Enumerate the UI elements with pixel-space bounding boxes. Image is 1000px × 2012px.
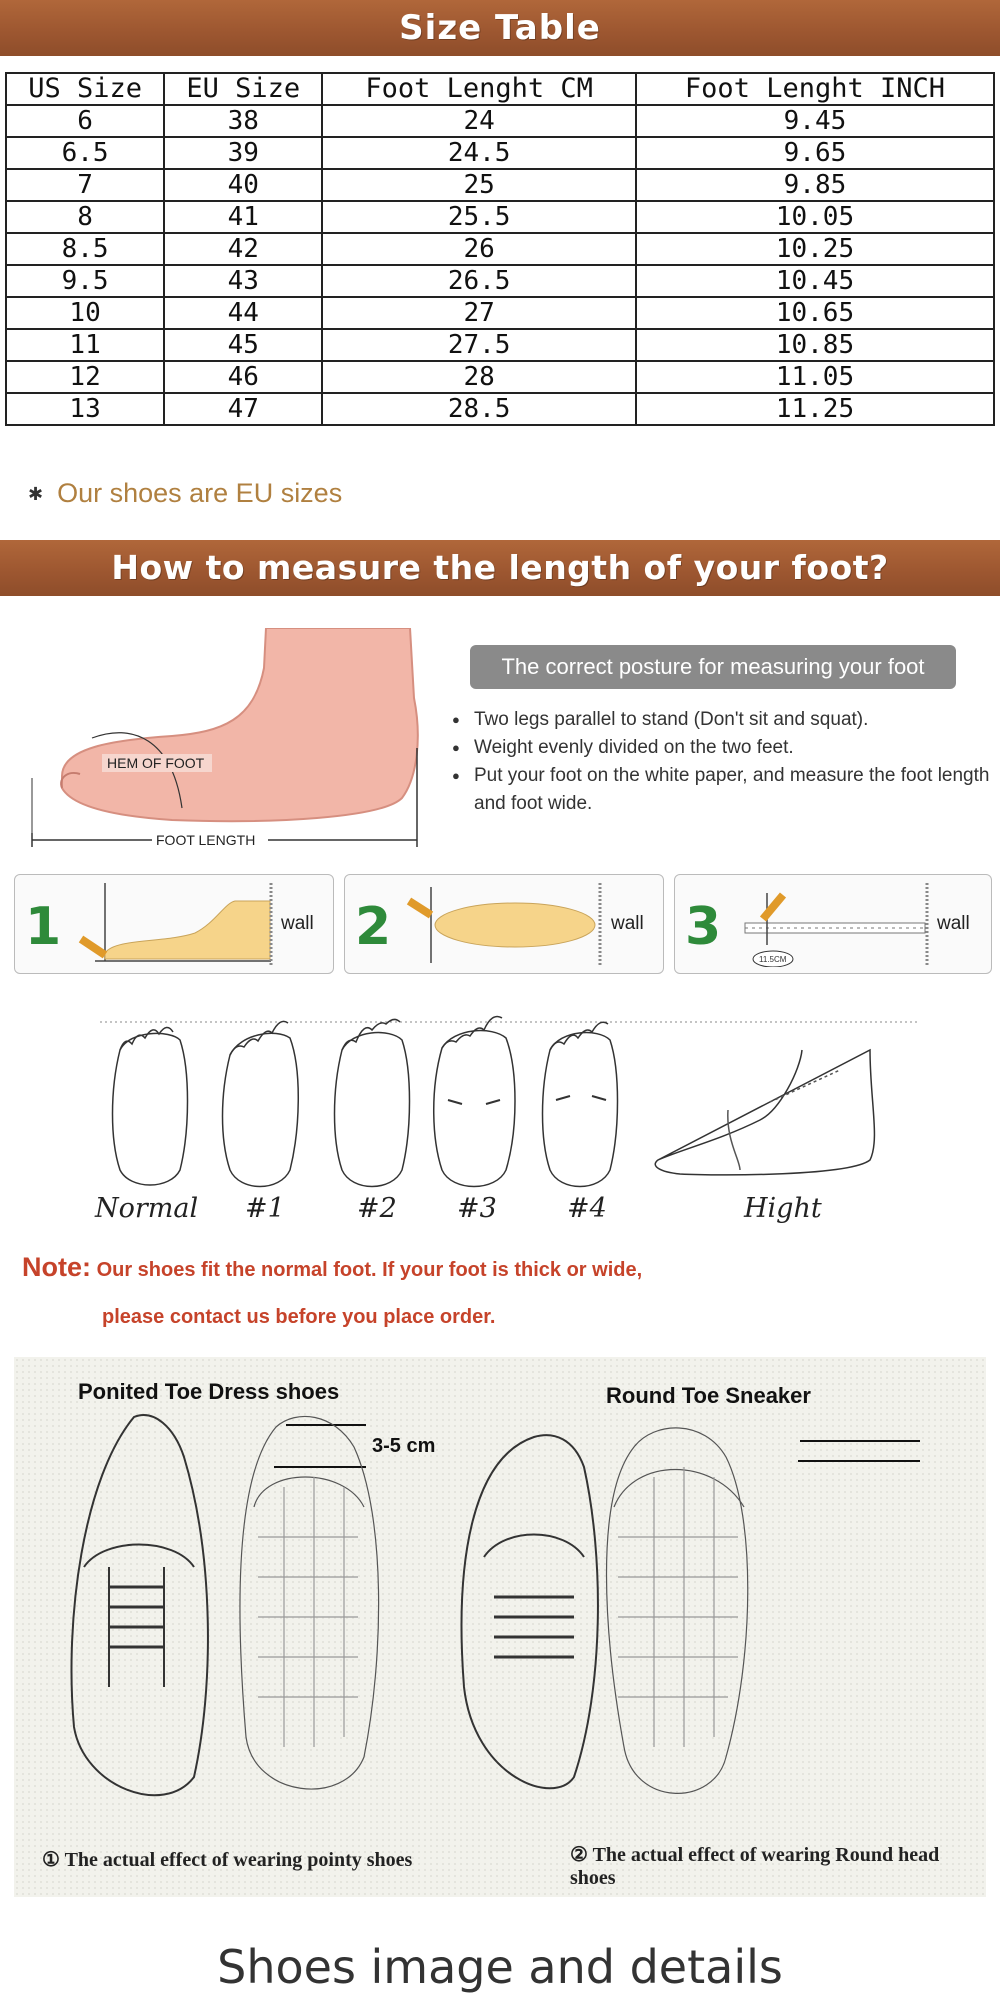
high-arch-foot-icon xyxy=(655,1050,874,1175)
table-cell: 46 xyxy=(164,361,322,393)
foot-top-view-icon xyxy=(405,883,605,967)
round-shoe-icon xyxy=(462,1435,598,1788)
pointed-shoe-icon xyxy=(72,1415,208,1795)
foot-length-label: FOOT LENGTH xyxy=(156,832,256,848)
section-title: Shoes image and details xyxy=(217,1940,783,1994)
foot-type-label: #3 xyxy=(457,1193,497,1224)
foot-on-paper-icon xyxy=(75,883,275,967)
measure-banner: How to measure the length of your foot? xyxy=(0,540,1000,596)
table-cell: 39 xyxy=(164,137,322,169)
table-cell: 10.05 xyxy=(636,201,994,233)
note-line-2: please contact us before you place order. xyxy=(102,1306,496,1328)
foot-type-label: #4 xyxy=(567,1193,607,1224)
table-cell: 10.85 xyxy=(636,329,994,361)
size-table-banner: Size Table xyxy=(0,0,1000,56)
table-row xyxy=(6,265,994,297)
table-cell: 11 xyxy=(6,329,164,361)
hem-of-foot-label: HEM OF FOOT xyxy=(107,755,205,771)
step-number: 2 xyxy=(355,897,392,957)
table-cell: 8.5 xyxy=(6,233,164,265)
table-cell: 47 xyxy=(164,393,322,425)
measure-step-3 xyxy=(674,874,992,974)
table-row xyxy=(6,201,994,233)
shoe-drawings xyxy=(14,1357,986,1837)
table-cell: 24.5 xyxy=(322,137,636,169)
table-cell: 42 xyxy=(164,233,322,265)
table-cell: 27 xyxy=(322,297,636,329)
table-row xyxy=(6,137,994,169)
foot-type-label: Normal xyxy=(95,1193,199,1224)
list-item: ● Weight evenly divided on the two feet. xyxy=(452,734,992,762)
round-toe-caption: ② The actual effect of wearing Round head shoes xyxy=(570,1844,940,1889)
table-cell: 24 xyxy=(322,105,636,137)
table-cell: 9.45 xyxy=(636,105,994,137)
foot-type-label: #1 xyxy=(245,1193,285,1224)
ruler-icon xyxy=(735,883,935,967)
foot-type-1-icon xyxy=(223,1021,299,1186)
table-cell: 9.85 xyxy=(636,169,994,201)
list-item: ● Put your foot on the white paper, and measure the foot length and foot wide. xyxy=(452,762,992,818)
table-row xyxy=(6,297,994,329)
posture-steps xyxy=(452,706,992,818)
table-cell: 10.45 xyxy=(636,265,994,297)
table-cell: 10.65 xyxy=(636,297,994,329)
foot-type-outlines xyxy=(80,1010,960,1240)
table-cell: 43 xyxy=(164,265,322,297)
measure-step-1 xyxy=(14,874,334,974)
star-icon: ✱ xyxy=(28,484,44,505)
table-cell: 28 xyxy=(322,361,636,393)
note-line-1: Our shoes fit the normal foot. If your foot is thick or wide, xyxy=(96,1259,643,1281)
table-row xyxy=(6,393,994,425)
foot-type-label: #2 xyxy=(357,1193,397,1224)
posture-title: The correct posture for measuring your foot xyxy=(470,645,956,689)
table-header-row xyxy=(6,73,994,105)
round-toe-title: Round Toe Sneaker xyxy=(606,1383,811,1408)
eu-size-note xyxy=(28,478,342,509)
table-cell: 6 xyxy=(6,105,164,137)
step-number: 3 xyxy=(685,897,722,957)
measure-step-2 xyxy=(344,874,664,974)
table-cell: 9.5 xyxy=(6,265,164,297)
wall-label: wall xyxy=(611,913,644,934)
size-table xyxy=(5,72,995,426)
table-cell: 10.25 xyxy=(636,233,994,265)
table-cell: 9.65 xyxy=(636,137,994,169)
table-row xyxy=(6,329,994,361)
table-cell: 44 xyxy=(164,297,322,329)
table-cell: 13 xyxy=(6,393,164,425)
foot-type-3-icon xyxy=(434,1017,515,1187)
table-cell: 11.05 xyxy=(636,361,994,393)
table-cell: 26.5 xyxy=(322,265,636,297)
table-cell: 25.5 xyxy=(322,201,636,233)
fit-note xyxy=(22,1252,642,1283)
column-header: US Size xyxy=(6,73,164,105)
ruler-mark-label: 11.5CM xyxy=(759,955,787,964)
column-header: EU Size xyxy=(164,73,322,105)
side-foot-icon xyxy=(62,628,418,821)
table-cell: 7 xyxy=(6,169,164,201)
table-row xyxy=(6,169,994,201)
table-cell: 27.5 xyxy=(322,329,636,361)
normal-foot-icon xyxy=(113,1027,188,1185)
table-cell: 41 xyxy=(164,201,322,233)
list-item: ● Two legs parallel to stand (Don't sit and squat). xyxy=(452,706,992,734)
foot-type-label: Hight xyxy=(744,1193,822,1224)
foot-type-4-icon xyxy=(543,1022,618,1186)
table-cell: 40 xyxy=(164,169,322,201)
foot-type-2-icon xyxy=(335,1019,410,1186)
table-cell: 25 xyxy=(322,169,636,201)
eu-size-note-text: Our shoes are EU sizes xyxy=(57,478,343,508)
table-row xyxy=(6,233,994,265)
table-cell: 28.5 xyxy=(322,393,636,425)
foot-length-illustration xyxy=(22,628,422,858)
wall-label: wall xyxy=(937,913,970,934)
pointed-toe-title: Ponited Toe Dress shoes xyxy=(78,1379,340,1404)
table-cell: 12 xyxy=(6,361,164,393)
table-cell: 26 xyxy=(322,233,636,265)
table-cell: 38 xyxy=(164,105,322,137)
gap-label: 3-5 cm xyxy=(372,1435,436,1457)
table-cell: 6.5 xyxy=(6,137,164,169)
pointed-shoe-foot-icon xyxy=(240,1416,379,1789)
table-row xyxy=(6,105,994,137)
table-cell: 8 xyxy=(6,201,164,233)
column-header: Foot Lenght INCH xyxy=(636,73,994,105)
table-cell: 45 xyxy=(164,329,322,361)
table-cell: 11.25 xyxy=(636,393,994,425)
column-header: Foot Lenght CM xyxy=(322,73,636,105)
step-number: 1 xyxy=(25,897,62,957)
wall-label: wall xyxy=(281,913,314,934)
toe-shape-comparison xyxy=(14,1357,986,1897)
table-row xyxy=(6,361,994,393)
round-shoe-foot-icon xyxy=(607,1428,748,1793)
table-cell: 10 xyxy=(6,297,164,329)
pointed-toe-caption: ① The actual effect of wearing pointy shoes xyxy=(42,1849,413,1871)
note-key: Note: xyxy=(22,1252,91,1282)
